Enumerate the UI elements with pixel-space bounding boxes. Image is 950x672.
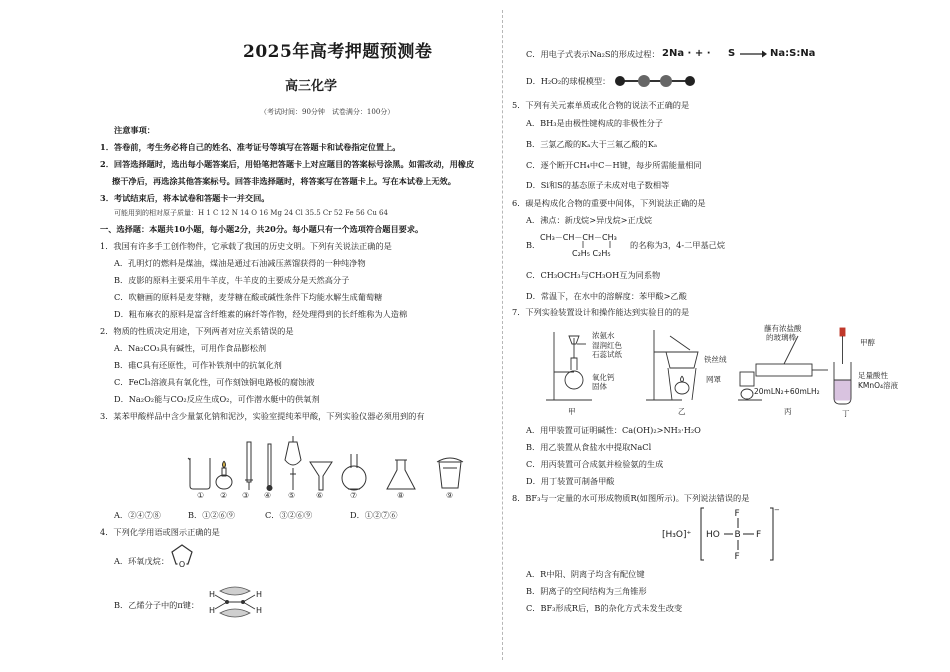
q8-option-b: B．阴离子的空间结构为三角锥形 [526,586,647,596]
q5-option-a: A．BH₃是由极性键构成的非极性分子 [526,118,663,128]
pi-bond-h-3: H [256,590,263,599]
notice-item-3: 3．考试结束后，将本试卷和答题卡一并交回。 [100,193,270,203]
thermometer-icon [267,444,272,491]
q1-option-b: B．皮影的原料主要采用牛羊皮，牛羊皮的主要成分是天然高分子 [114,275,350,285]
q2-option-d: D．Na₂O₂能与CO₂反应生成O₂，可作潜水艇中的供氧剂 [114,394,320,404]
apparatus-yi [646,330,698,416]
label-cao-2: 固体 [592,382,607,391]
epoxy-pentane-structure [168,542,196,570]
r-cation: [H₃O]⁺ [662,530,692,540]
apparatus-bing [704,323,828,416]
pi-bond-h-2: H [209,606,216,615]
reaction-arrow-icon [738,49,768,59]
q3-option-a: A．②④⑦⑧ [114,510,161,520]
q6-option-d: D．常温下，在水中的溶解度：苯甲酸>乙酸 [526,291,687,301]
beaker-icon [188,458,210,489]
label-iron-wool: 铁丝绒 [704,355,727,364]
q2-stem: 2．物质的性质决定用途，下列两者对应关系错误的是 [100,326,294,336]
q6-option-a: A．沸点：新戊烷>异戊烷>正戊烷 [526,215,653,225]
q3-label-5: ⑤ [288,491,296,500]
label-concentrated-ammonia: 浓氨水 [592,331,615,340]
label-gauze: 网罩 [706,375,721,384]
q3-label-7: ⑦ [350,491,358,500]
crucible-icon [437,458,463,488]
q8-option-c: C．BF₃形成R后，B的杂化方式未发生改变 [526,603,683,613]
q3-option-d: D．①②⑦⑥ [350,510,398,520]
pi-bond-h-1: H [209,590,216,599]
q2-option-a: A．Na₂CO₃具有碱性，可用作食品膨松剂 [114,343,267,353]
caption-yi: 乙 [678,407,686,416]
q4-stem: 4．下列化学用语或图示正确的是 [100,527,220,537]
r-anion-structure [700,506,780,564]
label-hcl-rod-2: 的玻璃棒 [766,333,796,342]
q1-option-d: D．粗布麻衣的原料是富含纤维素的麻纤等作物，经处理得到的长纤维称为人造棉 [114,309,408,319]
q5-option-c: C．逐个断开CH₄中C－H键，每步所需能量相同 [526,160,702,170]
q1-stem: 1．我国有许多手工创作物件，它承载了我国的历史文明。下列有关说法正确的是 [100,241,392,251]
q6-branch-bonds [572,241,622,249]
svg-text:F: F [734,509,740,519]
label-kmno4: 足量酸性 [858,371,888,380]
q4-option-c: C．用电子式表示Na₂S的形成过程： [526,49,660,59]
caption-bing: 丙 [784,407,792,416]
label-cao: 氧化钙 [592,373,615,382]
q3-label-4: ④ [264,491,272,500]
q3-label-1: ① [197,491,205,500]
round-flask-icon [342,454,366,490]
q7-apparatus-figure [542,322,942,417]
label-litmus-2: 石蕊试纸 [592,350,622,359]
q3-label-8: ⑧ [397,491,405,500]
funnel-icon [310,462,332,490]
q3-label-3: ③ [242,491,250,500]
q7-option-d: D．用丁装置可制备甲酸 [526,476,615,486]
q8-option-a: A．R中阳、阴离子均含有配位键 [526,569,645,579]
svg-text:F: F [756,530,762,540]
svg-text:B: B [734,530,741,540]
separatory-funnel-icon [285,436,301,490]
pi-bond-diagram [200,583,270,623]
conical-flask-icon [387,460,415,489]
na2s-formation-s: S [728,48,736,59]
q3-option-c: C．③②⑥⑨ [265,510,313,520]
q2-option-c: C．FeCl₃溶液具有氧化性，可作刻蚀铜电路板的腐蚀液 [114,377,315,387]
q6-stem: 6．碳是构成化合物的重要中间体，下列说法正确的是 [512,198,706,208]
section-heading: 一、选择题：本题共10小题，每小题2分，共20分。每小题只有一个选项符合题目要求。 [100,224,424,234]
label-gas-mix: 20mLN₂+60mLH₂ [754,387,820,396]
q6-option-b-label: B． [526,240,541,250]
q2-option-b: B．碓C具有还原性，可作补铁剂中的抗氧化剂 [114,360,282,370]
label-kmno4-2: KMnO₄溶液 [858,381,899,390]
na2s-formation-left: 2Na · + · [662,48,711,59]
q3-stem: 3．某苯甲酸样品中含少量氯化钠和泥沙，实验室提纯苯甲酸，下列实验仪器必须用到的有 [100,411,425,421]
na2s-formation-right: Na:S:Na [770,48,816,59]
q1-option-a: A．孔明灯的燃料是煤油，煤油是通过石油减压蒸馏获得的一种纯净物 [114,258,366,268]
q4-option-b: B．乙烯分子中的π键： [114,600,200,610]
label-litmus: 湿润红色 [592,341,622,350]
q7-option-a: A．用甲装置可证明碱性：Ca(OH)₂>NH₃·H₂O [526,425,701,435]
q6-structure-sub: C₂H₅ C₂H₅ [572,249,611,258]
exam-title: 2025年高考押题预测卷 [243,42,433,62]
q8-stem: 8．BF₃与一定量的水可形成物质R(如图所示)。下列说法错误的是 [512,493,750,503]
q7-option-c: C．用丙装置可合成氨并检验氨的生成 [526,459,664,469]
notice-item-2-cont: 擦干净后，再选涂其他答案标号。回答非选择题时，将答案写在答题卡上。写在本试卷上无效。 [112,176,456,186]
q6-option-c: C．CH₃OCH₃与CH₃OH互为同系物 [526,270,661,280]
column-divider [502,10,503,660]
notice-heading: 注意事项： [114,125,155,135]
apparatus-ding [834,328,899,417]
svg-text:−: − [774,506,780,514]
burette-icon [245,442,253,490]
q3-option-b: B．①②⑥⑨ [188,510,235,520]
q5-option-b: B．三氯乙酸的Kₐ大于三氟乙酸的Kₐ [526,139,658,149]
q5-stem: 5．下列有关元素单质或化合物的说法不正确的是 [512,100,690,110]
apparatus-jia [546,330,622,416]
exam-info: （考试时间：90分钟 试卷满分：100分） [260,108,395,116]
svg-text:F: F [734,552,740,562]
h2o2-ball-stick-model [614,73,696,89]
notice-item-1: 1．答卷前，考生务必将自己的姓名、准考证号等填写在答题卡和试卷指定位置上。 [100,142,401,152]
atomic-masses: 可能用到的相对原子质量：H 1 C 12 N 14 O 16 Mg 24 Cl 35.5 Cr 52 Fe 56 Cu 64 [114,209,388,217]
q3-label-9: ⑨ [446,491,454,500]
q3-label-2: ② [220,491,228,500]
label-hcl-rod: 蘸有浓盐酸 [764,324,802,333]
q4-option-a: A．环氧戊烷： [114,556,170,566]
q7-option-b: B．用乙装置从食盐水中提取NaCl [526,442,652,452]
caption-ding: 丁 [842,409,850,417]
svg-text:HO: HO [706,530,720,540]
q1-option-c: C．吹糖画的原料是麦芽糖，麦芽糖在酸或碱性条件下均能水解生成葡萄糖 [114,292,383,302]
caption-jia: 甲 [568,407,576,416]
pi-bond-h-4: H [256,606,263,615]
q5-option-d: D．Si和S的基态原子未成对电子数相等 [526,180,670,190]
q3-label-6: ⑥ [316,491,324,500]
q4-option-d: D．H₂O₂的球棍模型： [526,76,611,86]
q6-structure-main: CH₃－CH－CH－CH₃ [540,233,617,242]
notice-item-2: 2．回答选择题时，选出每小题答案后，用铅笔把答题卡上对应题目的答案标号涂黑。如需改动，用橡皮 [100,159,475,169]
alcohol-lamp-icon [216,461,232,489]
q7-stem: 7．下列实验装置设计和操作能达到实验目的的是 [512,307,690,317]
label-methanol: 甲醇 [860,338,875,347]
ring-oxygen-label: O [178,560,186,569]
exam-subtitle: 高三化学 [285,79,338,94]
q3-apparatus-figure [185,428,515,500]
q6-option-b-suffix: 的名称为3，4-二甲基己烷 [630,240,726,250]
